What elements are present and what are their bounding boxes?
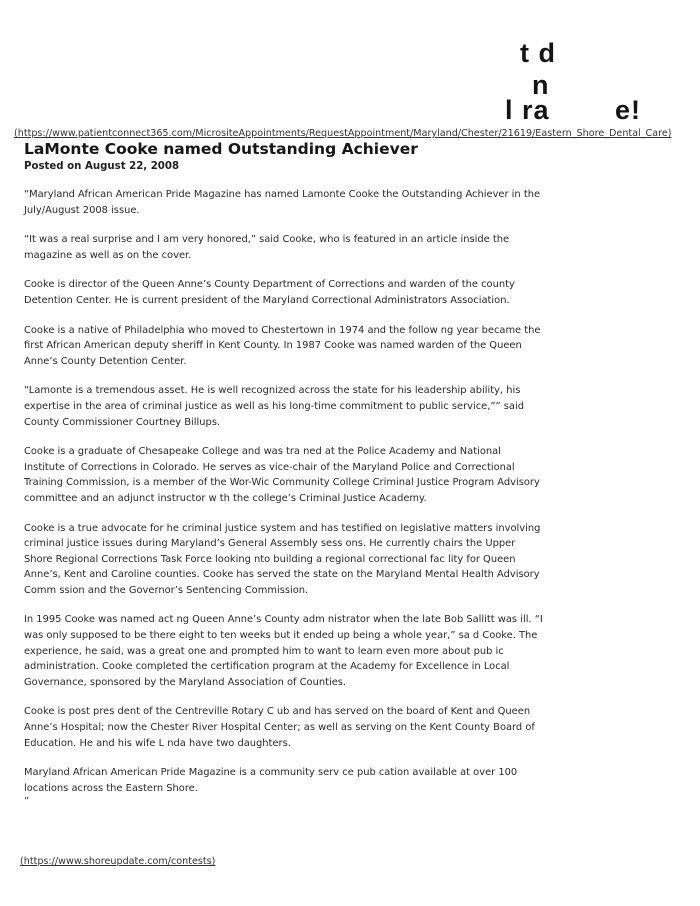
article-paragraph: Cooke is a native of Philadelphia who moved to Chestertown in 1974 and the follow ng year became the first African American deputy sheriff in Kent County. In 1987 Cooke was named warden of the Queen Anne’s County Detention Center. (24, 324, 541, 367)
trailing-quote-mark: ” (24, 796, 30, 808)
article-paragraph: Cooke is director of the Queen Anne’s County Department of Corrections and warden of the county Detention Center. He is current president of the Maryland Correctional Administrators Association. (24, 279, 515, 306)
article-paragraph: “Maryland African American Pride Magazine has named Lamonte Cooke the Outstanding Achiever in the July/August 2008 issue. (24, 189, 541, 216)
top-banner-ad[interactable] (0, 0, 700, 140)
banner-text-fragment: n (532, 70, 550, 100)
banner-url-link[interactable]: (https://www.patientconnect365.com/MicrositeAppointments/RequestAppointment/Maryland/Chester/21619/Eastern_Shore_Dental_Care) (14, 128, 672, 139)
article (24, 140, 544, 807)
banner-text-fragment: l ra (505, 95, 550, 125)
article-paragraph: Cooke is post pres dent of the Centreville Rotary C ub and has served on the board of Kent and Queen Anne’s Hospital; now the Chester River Hospital Center; as well as serving on the Kent County Board of Education. He and his wife L nda have two daughters. (24, 706, 535, 749)
contests-url-link[interactable]: (https://www.shoreupdate.com/contests) (20, 856, 216, 867)
article-paragraph: Maryland African American Pride Magazine is a community serv ce pub cation available at over 100 locations across the Eastern Shore. (24, 767, 518, 794)
contests-banner-ad[interactable] (0, 770, 700, 860)
article-paragraph: In 1995 Cooke was named act ng Queen Anne’s County adm nistrator when the late Bob Sallitt was ill. “I was only supposed to be there eight to ten weeks but it ended up being a whole year,” sa d Cooke. The experience, he said, was a great one and prompted him to want to learn even more about pub ic administration. Cooke completed the certification program at the Academy for Excellence in Local Governance, sponsored by the Maryland Association of Counties. (24, 614, 543, 688)
article-title: LaMonte Cooke named Outstanding Achiever (24, 140, 418, 158)
banner-text-fragment: e! (615, 95, 642, 125)
article-paragraph: Cooke is a true advocate for he criminal justice system and has testified on legislative matters involving criminal justice issues during Maryland’s General Assembly sess ons. He currently chairs the Upper Shore Regional Corrections Task Force looking nto building a regional correctional fac lity for Queen Anne’s, Kent and Caroline counties. Cooke has served the state on the Maryland Mental Health Advisory Comm ssion and the Governor’s Sentencing Commission. (24, 522, 541, 596)
article-date: Posted on August 22, 2008 (24, 161, 180, 172)
banner-text-fragment: t d (520, 38, 556, 68)
article-paragraph: “It was a real surprise and I am very honored,” said Cooke, who is featured in an article inside the magazine as well as on the cover. (24, 234, 510, 261)
article-paragraph: “Lamonte is a tremendous asset. He is well recognized across the state for his leadership ability, his expertise in the area of criminal justice as well as his long-time commitment to public service,”” said County Commissioner Courtney Billups. (24, 385, 524, 428)
article-paragraph: Cooke is a graduate of Chesapeake College and was tra ned at the Police Academy and National Institute of Corrections in Colorado. He serves as vice-chair of the Maryland Police and Correctional Training Commission, is a member of the Wor-Wic Community College Criminal Justice Program Advisory committee and an adjunct instructor w th the college’s Criminal Justice Academy. (24, 446, 540, 504)
